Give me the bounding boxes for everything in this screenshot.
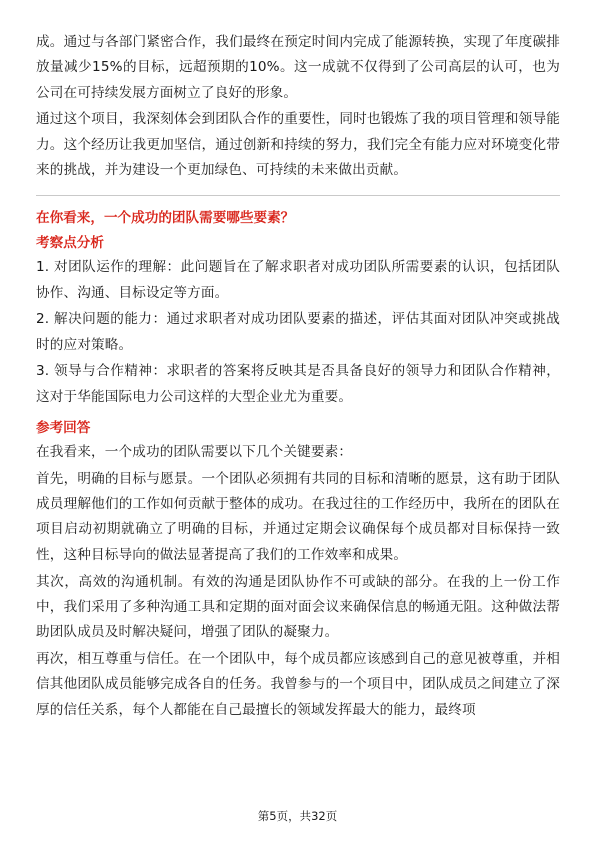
analysis-item-3: 3. 领导与合作精神：求职者的答案将反映其是否具备良好的领导力和团队合作精神，这对于华能国际电力公司这样的大型企业尤为重要。 [36, 363, 560, 405]
analysis-item-1: 1. 对团队运作的理解：此问题旨在了解求职者对成功团队所需要素的认识，包括团队协作、沟通、目标设定等方面。 [36, 259, 560, 301]
question-heading: 在你看来，一个成功的团队需要哪些要素？ [36, 210, 295, 227]
answer-heading: 参考回答 [36, 420, 91, 437]
answer-paragraph-3: 其次，高效的沟通机制。有效的沟通是团队协作不可或缺的部分。在我的上一份工作中，我们采用了多种沟通工具和定期的面对面会议来确保信息的畅通无阻。这种做法帮助团队成员及时解决疑问，增强了团队的凝聚力。 [36, 573, 560, 641]
analysis-item-2: 2. 解决问题的能力：通过求职者对成功团队要素的描述，评估其面对团队冲突或挑战时的应对策略。 [36, 311, 560, 353]
intro-paragraph-2: 通过这个项目，我深刻体会到团队合作的重要性，同时也锻炼了我的项目管理和领导能力。这个经历让我更加坚信，通过创新和持续的努力，我们完全有能力应对环境变化带来的挑战，并为建设一个更加绿色、可持续的未来做出贡献。 [36, 111, 560, 178]
page-number: 第5页，共32页 [257, 809, 338, 823]
answer-paragraph-2: 首先，明确的目标与愿景。一个团队必须拥有共同的目标和清晰的愿景，这有助于团队成员理解他们的工作如何贡献于整体的成功。在我过往的工作经历中，我所在的团队在项目启动初期就确立了明确的目标，并通过定期会议确保每个成员都对目标保持一致性，这种目标导向的做法显著提高了我们的工作效率和成果。 [36, 470, 560, 563]
page-content [36, 30, 560, 724]
answer-paragraph-1: 在我看来，一个成功的团队需要以下几个关键要素： [36, 444, 353, 461]
intro-paragraph-1: 成。通过与各部门紧密合作，我们最终在预定时间内完成了能源转换，实现了年度碳排放量减少15%的目标，远超预期的10%。这一成就不仅得到了公司高层的认可，也为公司在可持续发展方面树立了良好的形象。 [36, 34, 560, 101]
section-divider [36, 195, 560, 196]
analysis-heading: 考察点分析 [36, 235, 104, 252]
answer-paragraph-4: 再次，相互尊重与信任。在一个团队中，每个成员都应该感到自己的意见被尊重，并相信其他团队成员能够完成各自的任务。我曾参与的一个项目中，团队成员之间建立了深厚的信任关系，每个人都能在自己最擅长的领域发挥最大的能力，最终项 [36, 650, 560, 718]
